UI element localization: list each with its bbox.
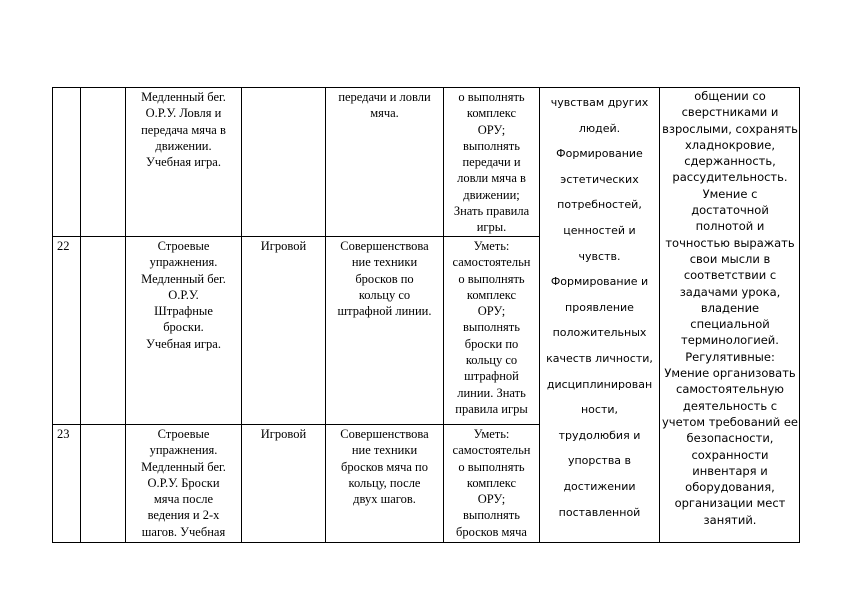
row-3-skills: Уметь: самостоятельн о выполнять комплекс ОРУ; выполнять бросков мяча [452,427,531,539]
column-divider [241,88,242,542]
metasubject-results: общении со сверстниками и взрослыми, сохранять хладнокровие, сдержанность, рассудительность. Умение с достаточной полнотой и точностью выражать свои мысли в соответствии с задачами урока, владение специальной терминологией. Регулятивные: Умение организовать самостоятельную деятельность с учетом требований ее безопасности, сохранности инвентаря и оборудования, организации мест занятий. [661,89,799,527]
column-divider [80,88,81,542]
row-3-goal: Совершенствова ние техники бросков мяча по кольцу, после двух шагов. [340,427,429,507]
personal-results: чувствам других людей. Формирование эстетических потребностей, ценностей и чувств. Формирование и проявление положительных качеств личности, дисциплинирован ности, трудолюбия и упорства в достижении поставленной [546,96,653,519]
row-2-skills: Уметь: самостоятельн о выполнять комплекс ОРУ; выполнять броски по кольцу со штрафной линии. Знать правила игры [452,239,531,416]
row-1-goal: передачи и ловли мяча. [338,90,431,121]
row-2-goal: Совершенствова ние техники бросков по кольцу со штрафной линии. [337,239,432,319]
row-1-content: Медленный бег. О.Р.У. Ловля и передача мяча в движении. Учебная игра. [141,90,226,170]
row-2-type: Игровой [260,239,307,253]
row-divider [53,236,539,237]
row-1-skills: о выполнять комплекс ОРУ; выполнять передачи и ловли мяча в движении; Знать правила игры. [453,90,530,235]
row-2-content: Строевые упражнения. Медленный бег. О.Р.У. Штрафные броски. Учебная игра. [141,239,226,351]
row-3-content: Строевые упражнения. Медленный бег. О.Р.У. Броски мяча после ведения и 2-х шагов. Учебная [141,427,226,539]
lesson-plan-table [52,87,800,543]
row-2-number: 22 [57,239,70,253]
row-3-type: Игровой [260,427,307,441]
row-3-number: 23 [57,427,70,441]
row-divider [53,424,539,425]
